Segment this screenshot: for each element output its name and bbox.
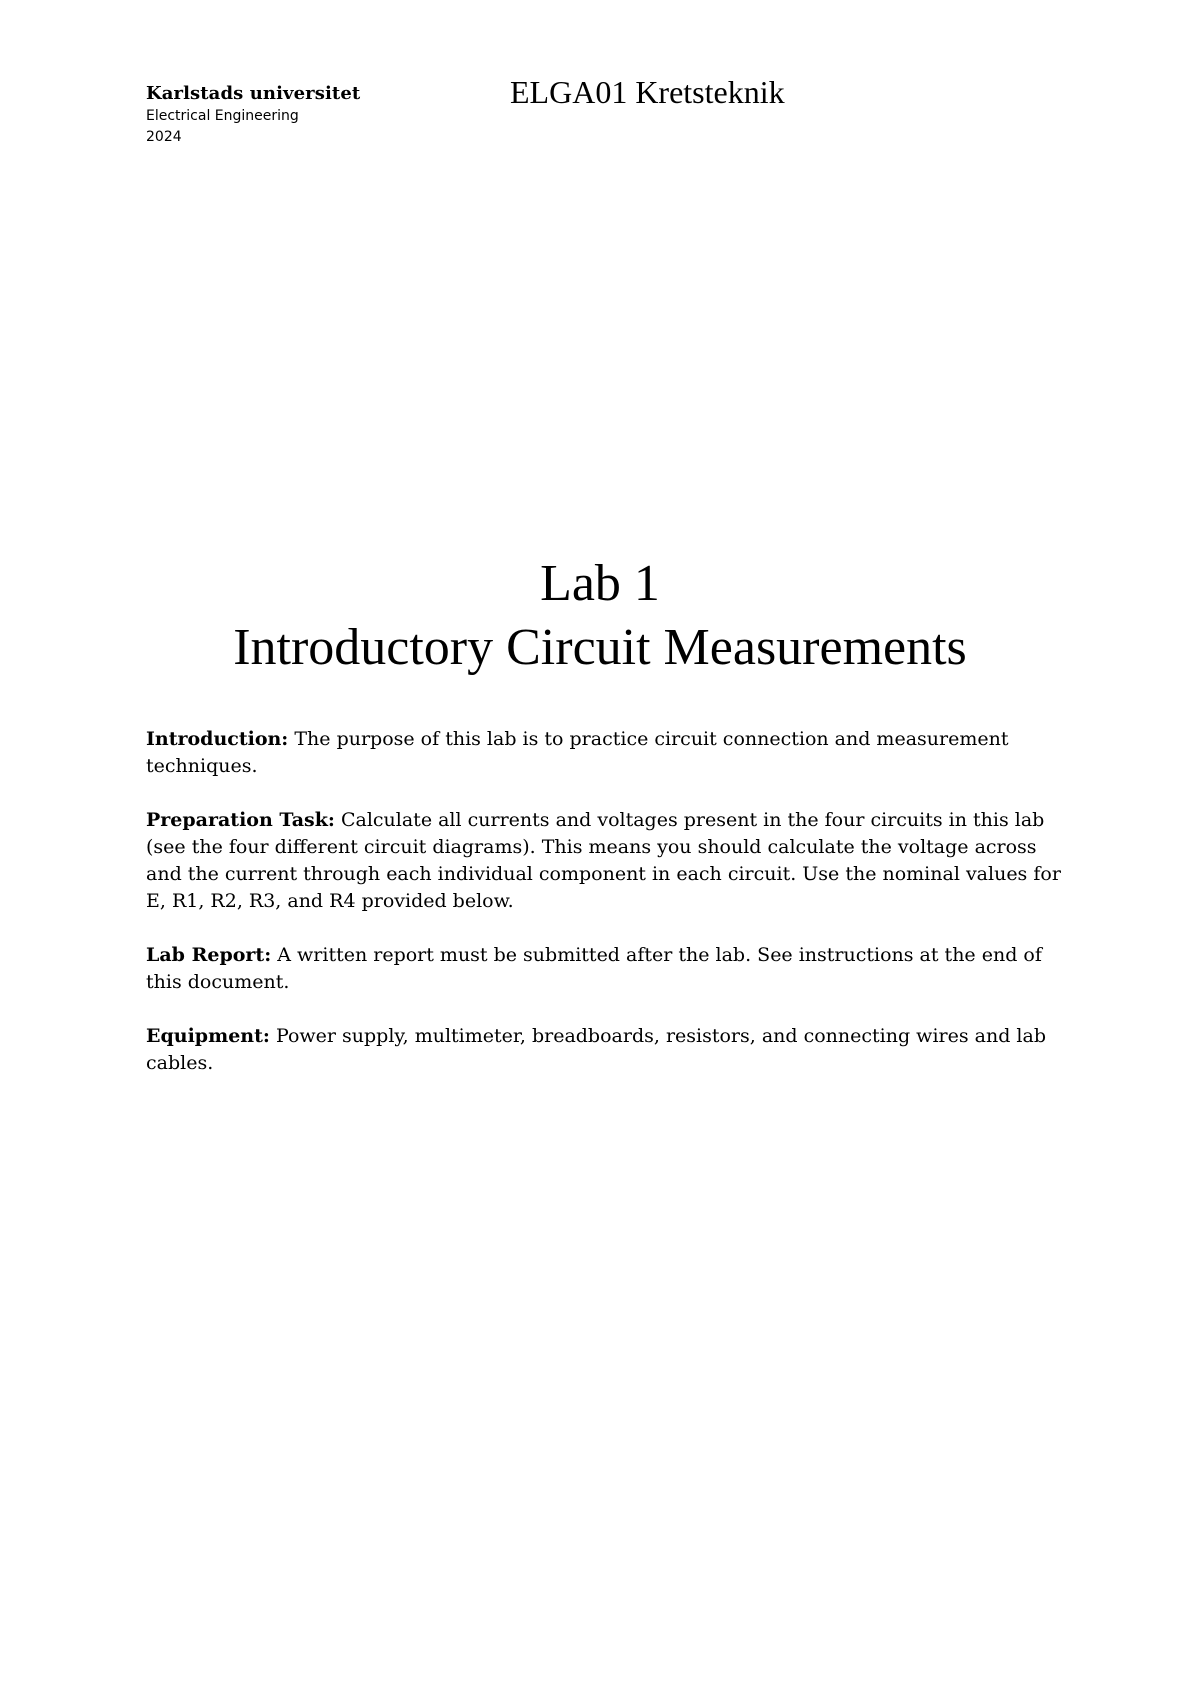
- section-preparation-task: [146, 807, 1066, 915]
- section-label: Introduction:: [146, 728, 289, 750]
- header-affiliation: [146, 82, 360, 148]
- section-introduction: [146, 726, 1066, 780]
- section-text: Power supply, multimeter, breadboards, resistors, and connecting wires and lab cables.: [146, 1025, 1046, 1074]
- section-label: Equipment:: [146, 1025, 270, 1047]
- title-line-lab-name: Introductory Circuit Measurements: [233, 619, 967, 676]
- section-text: The purpose of this lab is to practice circuit connection and measurement techniques.: [146, 728, 1009, 777]
- course-title: ELGA01 Kretsteknik: [510, 74, 785, 110]
- department-name: Electrical Engineering: [146, 108, 299, 124]
- document-year: 2024: [146, 129, 182, 145]
- university-name: Karlstads universitet: [146, 83, 361, 104]
- section-lab-report: [146, 942, 1066, 996]
- section-text: Calculate all currents and voltages present in the four circuits in this lab (see the four different circuit diagrams). This means you should calculate the voltage across and the current through each individual component in each circuit. Use the nominal values for E, R1, R2, R3, and R4 provided below.: [146, 809, 1061, 912]
- section-label: Lab Report:: [146, 944, 272, 966]
- section-label: Preparation Task:: [146, 809, 335, 831]
- title-line-lab-number: Lab 1: [540, 555, 660, 612]
- section-text: A written report must be submitted after the lab. See instructions at the end of this document.: [146, 944, 1042, 993]
- section-equipment: [146, 1023, 1066, 1077]
- document-title: [0, 552, 1200, 680]
- document-body: [146, 726, 1066, 1104]
